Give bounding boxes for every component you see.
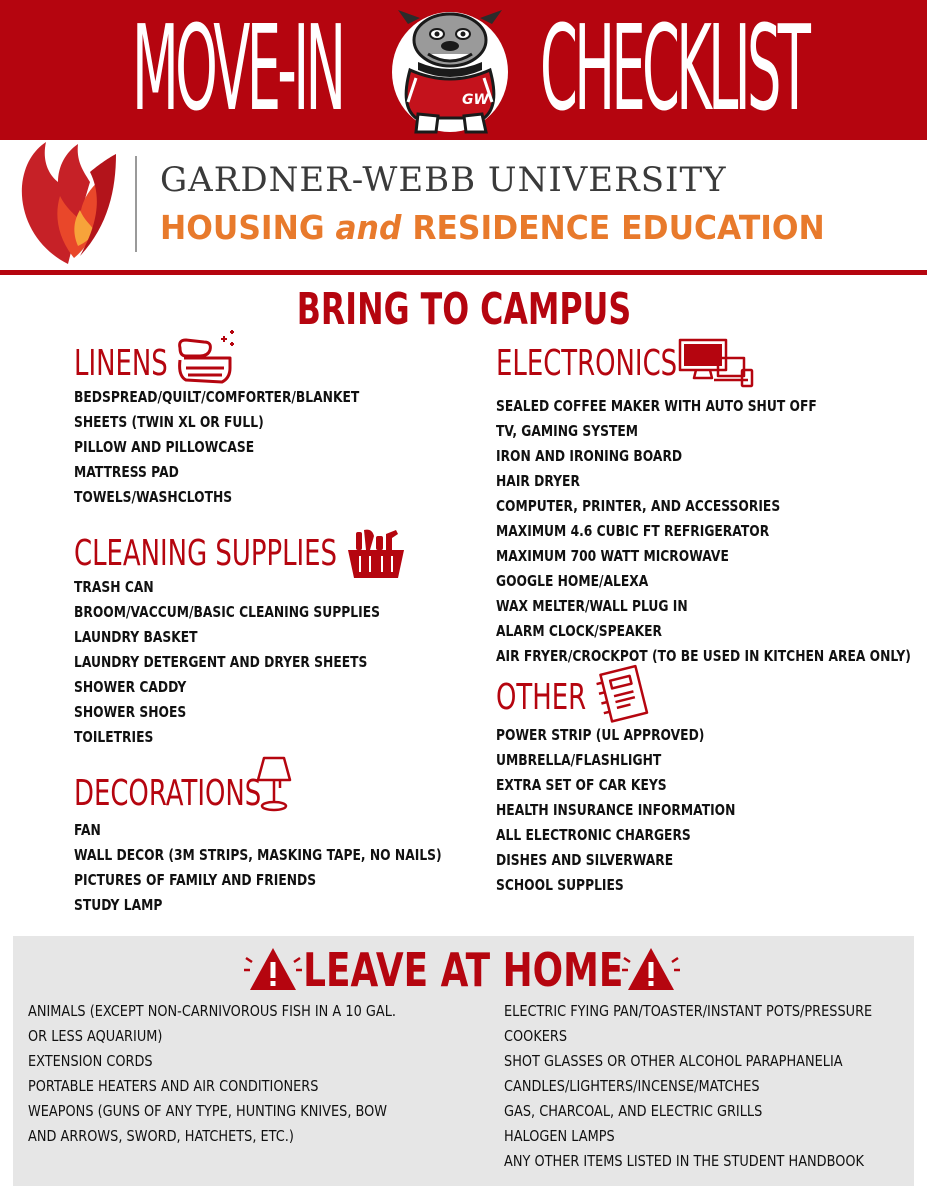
list-item: HEALTH INSURANCE INFORMATION: [496, 801, 736, 819]
leave-at-home-list-right: [504, 999, 927, 1174]
list-item: HAIR DRYER: [496, 472, 580, 490]
list-item: UMBRELLA/FLASHLIGHT: [496, 751, 662, 769]
list-item: LAUNDRY DETERGENT AND DRYER SHEETS: [74, 653, 368, 671]
list-item: COMPUTER, PRINTER, AND ACCESSORIES: [496, 497, 781, 515]
list-item: FAN: [74, 821, 101, 839]
other-list: [496, 723, 788, 898]
list-item: MATTRESS PAD: [74, 463, 179, 481]
list-item: ALL ELECTRONIC CHARGERS: [496, 826, 691, 844]
list-item: SHOWER SHOES: [74, 703, 187, 721]
list-item: LAUNDRY BASKET: [74, 628, 198, 646]
list-item: EXTRA SET OF CAR KEYS: [496, 776, 667, 794]
list-item: SHOWER CADDY: [74, 678, 187, 696]
electronics-heading: ELECTRONICS: [496, 343, 678, 384]
list-item: GAS, CHARCOAL, AND ELECTRIC GRILLS: [504, 1102, 763, 1120]
list-item: POWER STRIP (UL APPROVED): [496, 726, 705, 744]
list-item: SCHOOL SUPPLIES: [496, 876, 624, 894]
list-item: CANDLES/LIGHTERS/INCENSE/MATCHES: [504, 1077, 760, 1095]
department-name: HOUSING and RESIDENCE EDUCATION: [160, 208, 825, 247]
list-item: BROOM/VACCUM/BASIC CLEANING SUPPLIES: [74, 603, 380, 621]
list-item: GOOGLE HOME/ALEXA: [496, 572, 649, 590]
list-item: TV, GAMING SYSTEM: [496, 422, 639, 440]
list-item: WAX MELTER/WALL PLUG IN: [496, 597, 688, 615]
list-item: WALL DECOR (3M STRIPS, MASKING TAPE, NO NAILS): [74, 846, 442, 864]
bring-to-campus-heading: BRING TO CAMPUS: [296, 284, 631, 335]
cleaning-supplies-list: [74, 575, 447, 750]
list-item: IRON AND IRONING BOARD: [496, 447, 683, 465]
list-item: PICTURES OF FAMILY AND FRIENDS: [74, 871, 317, 889]
leave-at-home-list-left: [28, 999, 468, 1149]
list-item: MAXIMUM 4.6 CUBIC FT REFRIGERATOR: [496, 522, 770, 540]
list-item: EXTENSION CORDS: [28, 1052, 153, 1070]
university-name: GARDNER-WEBB UNIVERSITY: [160, 160, 727, 200]
list-item: HALOGEN LAMPS: [504, 1127, 615, 1145]
decorations-list: [74, 818, 522, 918]
list-item: AIR FRYER/CROCKPOT (TO BE USED IN KITCHEN AREA ONLY): [496, 647, 911, 665]
list-item: BEDSPREAD/QUILT/COMFORTER/BLANKET: [74, 388, 360, 406]
electronics-list: [496, 394, 927, 669]
list-item: SHEETS (TWIN XL OR FULL): [74, 413, 264, 431]
banner-title-right: CHECKLIST: [540, 0, 808, 137]
other-heading: OTHER: [496, 677, 587, 718]
linens-heading: LINENS: [74, 343, 168, 384]
list-item: DISHES AND SILVERWARE: [496, 851, 674, 869]
list-item: TOWELS/WASHCLOTHS: [74, 488, 233, 506]
lamp-icon: [254, 756, 294, 814]
cleaning-supplies-heading: CLEANING SUPPLIES: [74, 533, 338, 574]
list-item: ALARM CLOCK/SPEAKER: [496, 622, 663, 640]
leave-at-home-heading: LEAVE AT HOME: [303, 943, 624, 997]
list-item: STUDY LAMP: [74, 896, 163, 914]
section-divider: [0, 270, 927, 275]
banner-title-left: MOVE-IN: [132, 0, 343, 137]
list-item: ELECTRIC FYING PAN/TOASTER/INSTANT POTS/PRESSURE COOKERS: [504, 1002, 873, 1045]
flame-logo-icon: [18, 138, 118, 266]
list-item: TRASH CAN: [74, 578, 154, 596]
cleaning-bucket-icon: [346, 526, 406, 580]
list-item: SEALED COFFEE MAKER WITH AUTO SHUT OFF: [496, 397, 817, 415]
logo-divider: [135, 156, 137, 252]
list-item: PILLOW AND PILLOWCASE: [74, 438, 255, 456]
list-item: MAXIMUM 700 WATT MICROWAVE: [496, 547, 729, 565]
notebook-icon: [592, 664, 654, 726]
linens-list: [74, 385, 422, 510]
bulldog-mascot-icon: [380, 6, 520, 136]
list-item: SHOT GLASSES OR OTHER ALCOHOL PARAPHANELIA: [504, 1052, 843, 1070]
mascot-monogram: GW: [462, 92, 489, 108]
list-item: ANY OTHER ITEMS LISTED IN THE STUDENT HANDBOOK: [504, 1152, 865, 1170]
decorations-heading: DECORATIONS: [74, 773, 262, 814]
list-item: TOILETRIES: [74, 728, 154, 746]
bedding-icon: [174, 328, 238, 386]
list-item: ANIMALS (EXCEPT NON-CARNIVOROUS FISH IN A 10 GAL. OR LESS AQUARIUM): [28, 1002, 396, 1045]
list-item: PORTABLE HEATERS AND AIR CONDITIONERS: [28, 1077, 319, 1095]
devices-icon: [678, 338, 754, 390]
list-item: WEAPONS (GUNS OF ANY TYPE, HUNTING KNIVES, BOW AND ARROWS, SWORD, HATCHETS, ETC.): [28, 1102, 388, 1145]
